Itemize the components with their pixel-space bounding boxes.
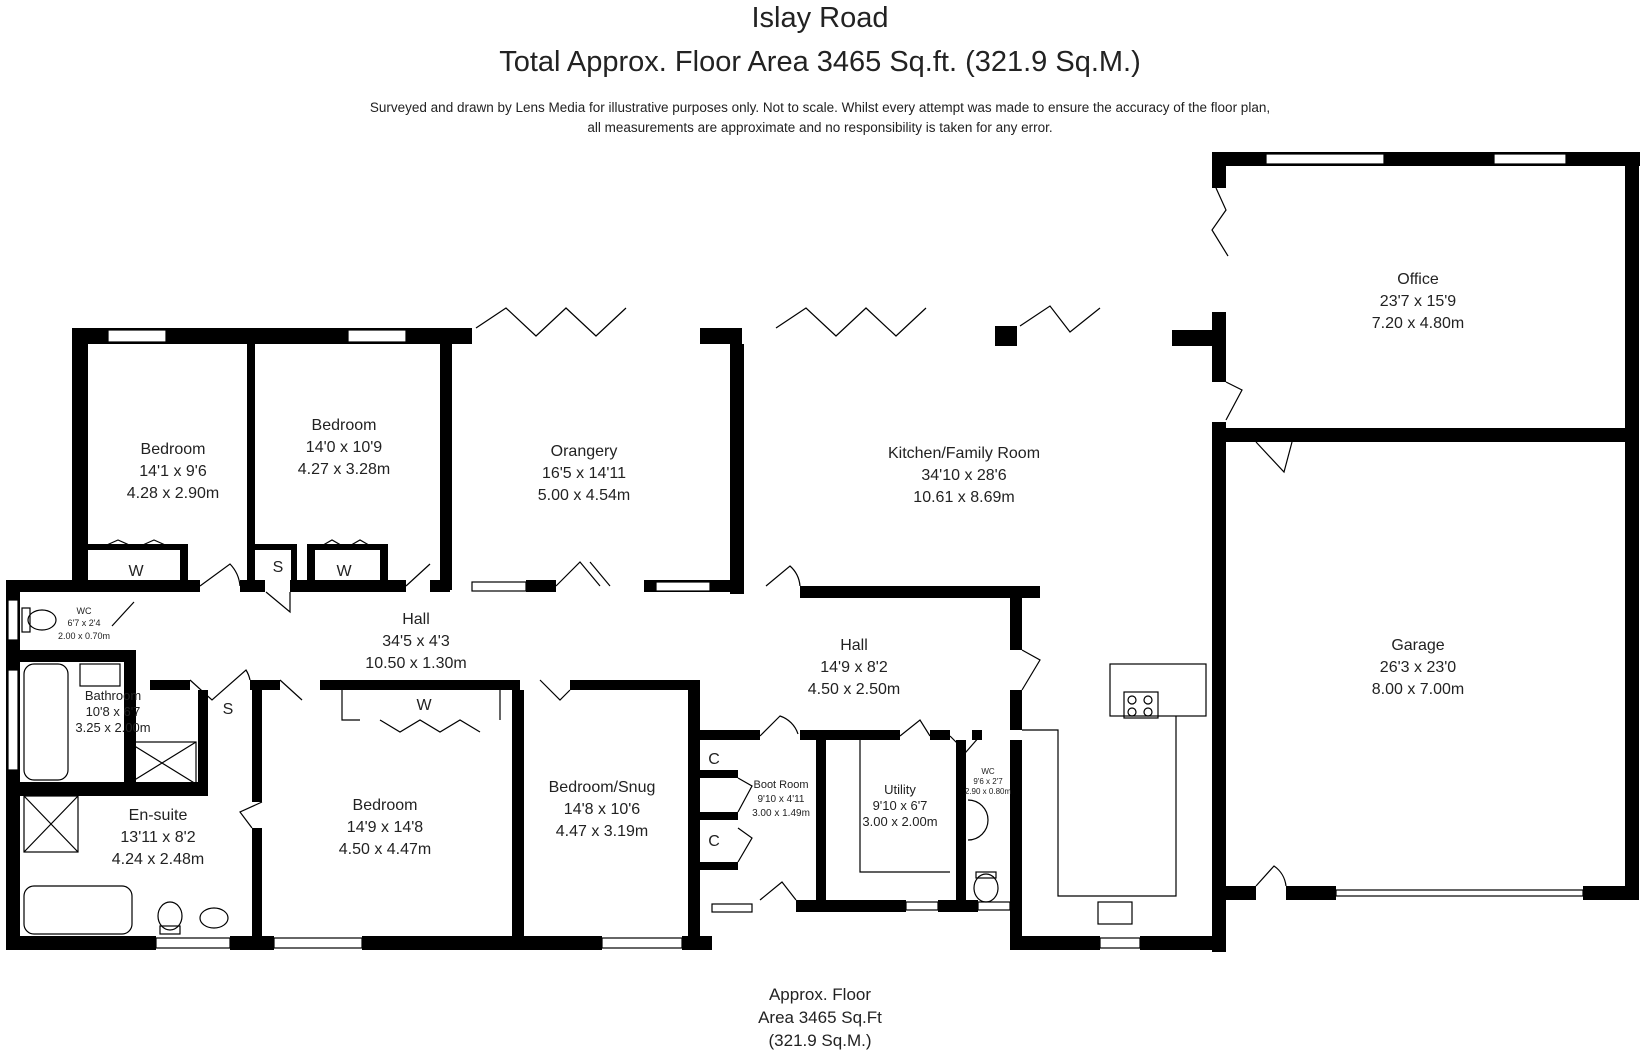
room-name: Office	[1397, 271, 1439, 288]
room-name: Orangery	[550, 443, 618, 460]
footer-line-2: Area 3465 Sq.Ft	[758, 1008, 882, 1027]
room-name: WC	[76, 606, 92, 616]
room-metric: 7.20 x 4.80m	[1371, 315, 1465, 332]
room-imperial: 10'8 x 6'7	[85, 704, 141, 719]
room-name: Hall	[840, 637, 868, 654]
room-office	[1372, 271, 1465, 332]
room-imperial: 26'3 x 23'0	[1379, 659, 1457, 676]
footer-line-1: Approx. Floor	[768, 985, 872, 1004]
room-kitchen	[888, 445, 1040, 506]
room-metric: 5.00 x 4.54m	[537, 487, 631, 504]
plan-title: Islay Road	[751, 2, 889, 34]
room-imperial: 16'5 x 14'11	[541, 465, 627, 482]
room-name: Bathroom	[84, 688, 142, 703]
footer-line-3: (321.9 Sq.M.)	[768, 1031, 872, 1050]
room-imperial: 14'0 x 10'9	[305, 439, 383, 456]
room-orangery	[538, 443, 631, 504]
cupboard-marker: C	[708, 751, 720, 768]
room-boot-room	[752, 779, 810, 819]
room-metric: 4.47 x 3.19m	[555, 823, 649, 840]
room-hall-1	[365, 611, 466, 672]
room-bedroom-2	[298, 417, 391, 478]
room-name: Boot Room	[753, 779, 809, 791]
room-name: Bedroom	[311, 417, 377, 434]
room-imperial: 13'11 x 8'2	[120, 829, 196, 846]
wardrobe-marker: W	[336, 563, 352, 580]
room-metric: 10.61 x 8.69m	[913, 489, 1015, 506]
room-name: Bedroom	[140, 441, 206, 458]
room-metric: 4.27 x 3.28m	[297, 461, 391, 478]
room-garage	[1372, 637, 1465, 698]
room-hall-2	[808, 637, 901, 698]
room-metric: 2.00 x 0.70m	[57, 631, 111, 641]
room-metric: 2.90 x 0.80m	[964, 787, 1012, 796]
room-name: Bedroom	[352, 797, 418, 814]
room-imperial: 6'7 x 2'4	[67, 618, 101, 628]
room-imperial: 14'9 x 14'8	[346, 819, 424, 836]
room-metric: 4.28 x 2.90m	[126, 485, 220, 502]
room-name: WC	[981, 767, 995, 776]
room-name: Garage	[1391, 637, 1445, 654]
store-marker: S	[272, 559, 284, 576]
room-name: Hall	[402, 611, 430, 628]
room-name: Utility	[884, 782, 916, 797]
room-bedroom-1	[127, 441, 220, 502]
room-imperial: 14'1 x 9'6	[139, 463, 207, 480]
door-swings	[112, 382, 1292, 900]
wardrobe-marker: W	[128, 563, 144, 580]
room-bathroom	[75, 688, 150, 735]
room-metric: 3.25 x 2.00m	[75, 720, 151, 735]
bifold-doors	[476, 188, 1228, 336]
room-snug	[549, 779, 656, 840]
room-metric: 3.00 x 2.00m	[862, 814, 938, 829]
total-area-heading: Total Approx. Floor Area 3465 Sq.ft. (321.9 Sq.M.)	[499, 46, 1141, 78]
windows	[8, 154, 1583, 948]
room-metric: 3.00 x 1.49m	[752, 808, 810, 819]
disclaimer-line-2: all measurements are approximate and no responsibility is taken for any error.	[587, 120, 1053, 135]
store-marker: S	[222, 701, 234, 718]
disclaimer-line-1: Surveyed and drawn by Lens Media for illustrative purposes only. Not to scale. Whilst every attempt was made to ensure the accuracy of the floor plan,	[369, 100, 1271, 115]
footer-area-note	[720, 983, 920, 1052]
room-wc-1	[58, 606, 110, 641]
room-imperial: 14'9 x 8'2	[820, 659, 888, 676]
room-imperial: 14'8 x 10'6	[563, 801, 641, 818]
room-imperial: 34'5 x 4'3	[382, 633, 450, 650]
room-metric: 4.50 x 4.47m	[338, 841, 432, 858]
room-imperial: 34'10 x 28'6	[921, 467, 1007, 484]
room-imperial: 9'10 x 6'7	[872, 798, 928, 813]
room-imperial: 23'7 x 15'9	[1379, 293, 1457, 310]
room-metric: 4.50 x 2.50m	[807, 681, 901, 698]
walls	[6, 152, 1640, 952]
room-name: Kitchen/Family Room	[887, 445, 1041, 462]
room-metric: 10.50 x 1.30m	[365, 655, 467, 672]
cupboard-marker: C	[708, 833, 720, 850]
room-metric: 8.00 x 7.00m	[1371, 681, 1465, 698]
room-metric: 4.24 x 2.48m	[111, 851, 205, 868]
wardrobe-marker: W	[416, 697, 432, 714]
room-name: Bedroom/Snug	[548, 779, 656, 796]
room-bedroom-3	[339, 797, 432, 858]
room-wc-2	[965, 767, 1012, 796]
room-name: En-suite	[128, 807, 188, 824]
room-imperial: 9'6 x 2'7	[973, 777, 1003, 786]
room-ensuite	[112, 807, 205, 868]
room-utility	[862, 782, 937, 829]
room-imperial: 9'10 x 4'11	[757, 794, 805, 805]
